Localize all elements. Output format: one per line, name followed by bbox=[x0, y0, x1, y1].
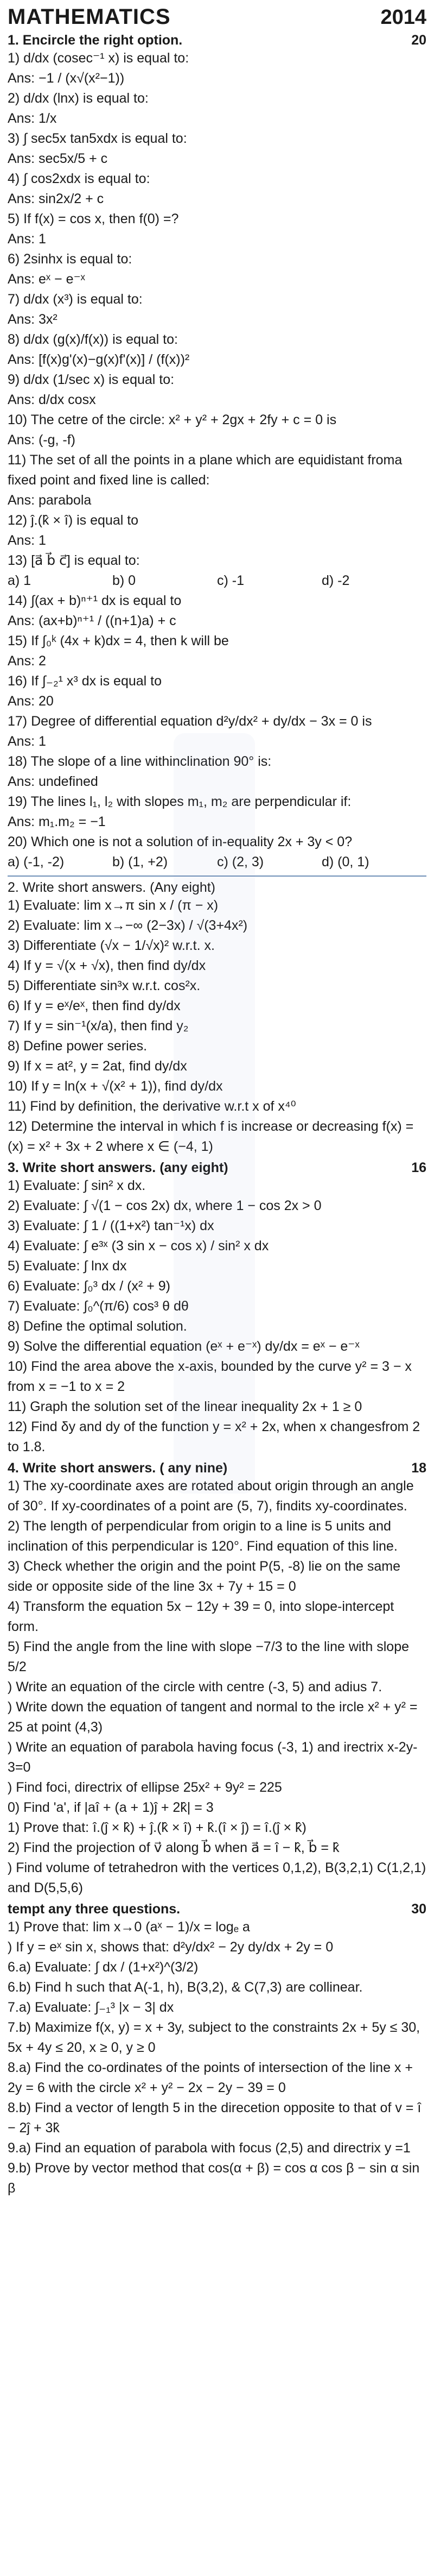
question: 20) Which one is not a solution of in-equality 2x + 3y < 0? bbox=[8, 834, 353, 849]
question: 5) Find the angle from the line with slope −7/3 to the line with slope 5/2 bbox=[8, 1639, 410, 1674]
question: 18) The slope of a line withinclination 90° is: bbox=[8, 754, 272, 769]
option: a) (-1, -2) bbox=[8, 854, 65, 870]
question: 9.a) Find an equation of parabola with focus (2,5) and directrix y =1 bbox=[8, 2140, 411, 2156]
question: 16) If ∫₋₂¹ x³ dx is equal to bbox=[8, 673, 162, 689]
question: 1) Prove that: lim x→0 (aˣ − 1)/x = logₑ a bbox=[8, 1919, 250, 1935]
answer: Ans: sec5x/5 + c bbox=[8, 151, 108, 166]
question: ) Find volume of tetrahedron with the vertices 0,1,2), B(3,2,1) C(1,2,1) and D(5,5,6) bbox=[8, 1860, 426, 1895]
subject-title: MATHEMATICS bbox=[8, 5, 171, 29]
question: 10) Find the area above the x-axis, bounded by the curve y² = 3 − x from x = −1 to x = 2 bbox=[8, 1359, 412, 1394]
question: 1) Evaluate: lim x→π sin x / (π − x) bbox=[8, 898, 219, 913]
section-marks: 18 bbox=[411, 1460, 426, 1476]
question: 6.a) Evaluate: ∫ dx / (1+x²)^(3/2) bbox=[8, 1960, 199, 1975]
exam-year: 2014 bbox=[380, 6, 426, 29]
question: 10) The cetre of the circle: x² + y² + 2gx + 2fy + c = 0 is bbox=[8, 412, 337, 427]
question: 8) d/dx (g(x)/f(x)) is equal to: bbox=[8, 332, 178, 347]
question: 2) Find the projection of v⃗ along b⃗ when a⃗ = î − k̂, b⃗ = k̂ bbox=[8, 1840, 340, 1855]
answer: Ans: 2 bbox=[8, 653, 46, 669]
option: c) -1 bbox=[217, 573, 244, 588]
question: 4) Transform the equation 5x − 12y + 39 = 0, into slope-intercept form. bbox=[8, 1599, 394, 1634]
question: 11) Find by definition, the derivative w.r.t x of x⁴⁰ bbox=[8, 1099, 296, 1114]
question: 0) Find 'a', if |aî + (a + 1)ĵ + 2k̂| = 3 bbox=[8, 1800, 214, 1815]
options-row bbox=[8, 571, 426, 591]
question: 6) If y = eˣ/eˣ, then find dy/dx bbox=[8, 998, 181, 1013]
question: 6) Evaluate: ∫₀³ dx / (x² + 9) bbox=[8, 1278, 170, 1294]
answer: Ans: d/dx cosx bbox=[8, 392, 96, 407]
answer: Ans: eˣ − e⁻ˣ bbox=[8, 272, 85, 287]
question: 5) Differentiate sin³x w.r.t. cos²x. bbox=[8, 978, 201, 993]
section-heading bbox=[8, 1160, 426, 1176]
question: 7.a) Evaluate: ∫₋₁³ |x − 3| dx bbox=[8, 2000, 174, 2015]
question: ) Write an equation of parabola having focus (-3, 1) and irectrix x-2y-3=0 bbox=[8, 1740, 418, 1775]
question: 3) Evaluate: ∫ 1 / ((1+x²) tan⁻¹x) dx bbox=[8, 1218, 214, 1233]
option: d) (0, 1) bbox=[322, 854, 369, 870]
long-questions-list bbox=[8, 1917, 426, 2199]
question: 7.b) Maximize f(x, y) = x + 3y, subject to the constraints 2x + 5y ≤ 30, 5x + 4y ≤ 20, x ≥ 0, y ≥ 0 bbox=[8, 2020, 420, 2055]
question: ) If y = eˣ sin x, shows that: d²y/dx² − 2y dy/dx + 2y = 0 bbox=[8, 1939, 334, 1955]
question: 5) If f(x) = cos x, then f(0) =? bbox=[8, 211, 179, 226]
question: 2) The length of perpendicular from origin to a line is 5 units and inclination of this perpendicular is 120°. Find equation of this line. bbox=[8, 1519, 398, 1554]
question: 3) ∫ sec5x tan5xdx is equal to: bbox=[8, 131, 187, 146]
answer: Ans: 1/x bbox=[8, 111, 57, 126]
question: 9.b) Prove by vector method that cos(α + β) = cos α cos β − sin α sin β bbox=[8, 2161, 420, 2196]
question: 11) Graph the solution set of the linear inequality 2x + 1 ≥ 0 bbox=[8, 1399, 362, 1414]
option: d) -2 bbox=[322, 573, 350, 588]
question: 8) Define the optimal solution. bbox=[8, 1319, 187, 1334]
question: 3) Differentiate (√x − 1/√x)² w.r.t. x. bbox=[8, 938, 215, 953]
option: c) (2, 3) bbox=[217, 854, 264, 870]
option: a) 1 bbox=[8, 573, 31, 588]
divider bbox=[8, 876, 426, 877]
question: 1) d/dx (cosec⁻¹ x) is equal to: bbox=[8, 51, 189, 66]
short-questions-list bbox=[8, 1476, 426, 1898]
answer: Ans: (ax+b)ⁿ⁺¹ / ((n+1)a) + c bbox=[8, 613, 176, 628]
short-questions-list bbox=[8, 1176, 426, 1457]
question: 11) The set of all the points in a plane which are equidistant froma fixed point and fixed line is called: bbox=[8, 452, 403, 488]
question: 4) Evaluate: ∫ e³ˣ (3 sin x − cos x) / sin² x dx bbox=[8, 1238, 269, 1254]
answer: Ans: m₁.m₂ = −1 bbox=[8, 814, 106, 829]
question: ) Write down the equation of tangent and normal to the ircle x² + y² = 25 at point (4,3) bbox=[8, 1699, 418, 1735]
question: ) Find foci, directrix of ellipse 25x² + 9y² = 225 bbox=[8, 1780, 282, 1795]
question: 2) Evaluate: ∫ √(1 − cos 2x) dx, where 1 − cos 2x > 0 bbox=[8, 1198, 322, 1213]
answer: Ans: −1 / (x√(x²−1)) bbox=[8, 71, 125, 86]
mcq-list bbox=[8, 48, 426, 872]
section-heading bbox=[8, 33, 426, 48]
section-title: tempt any three questions. bbox=[8, 1901, 181, 1917]
section-heading bbox=[8, 880, 426, 896]
question: 10) If y = ln(x + √(x² + 1)), find dy/dx bbox=[8, 1079, 223, 1094]
question: 6.b) Find h such that A(-1, h), B(3,2), & C(7,3) are collinear. bbox=[8, 1980, 363, 1995]
question: 9) Solve the differential equation (eˣ + e⁻ˣ) dy/dx = eˣ − e⁻ˣ bbox=[8, 1339, 360, 1354]
question: 6) 2sinhx is equal to: bbox=[8, 251, 132, 267]
section-marks: 16 bbox=[411, 1160, 426, 1175]
option: b) 0 bbox=[112, 573, 136, 588]
question: 15) If ∫₀ᵏ (4x + k)dx = 4, then k will be bbox=[8, 633, 229, 648]
answer: Ans: 1 bbox=[8, 533, 46, 548]
section-title: 3. Write short answers. (any eight) bbox=[8, 1160, 228, 1175]
question: 9) If x = at², y = 2at, find dy/dx bbox=[8, 1059, 187, 1074]
question: 2) Evaluate: lim x→−∞ (2−3x) / √(3+4x²) bbox=[8, 918, 248, 933]
section-title: 4. Write short answers. ( any nine) bbox=[8, 1460, 228, 1476]
answer: Ans: parabola bbox=[8, 493, 92, 508]
question: 7) If y = sin⁻¹(x/a), then find y₂ bbox=[8, 1018, 189, 1034]
question: 2) d/dx (lnx) is equal to: bbox=[8, 91, 149, 106]
question: 4) If y = √(x + √x), then find dy/dx bbox=[8, 958, 206, 973]
answer: Ans: 3x² bbox=[8, 312, 58, 327]
question: 12) Determine the interval in which f is increase or decreasing f(x) = (x) = x² + 3x + 2 where x ∈ (−4, 1) bbox=[8, 1119, 414, 1154]
option: b) (1, +2) bbox=[112, 854, 168, 870]
question: 1) Prove that: î.(ĵ × k̂) + ĵ.(k̂ × î) + k̂.(î × ĵ) = î.(ĵ × k̂) bbox=[8, 1820, 307, 1835]
question: 7) Evaluate: ∫₀^(π/6) cos³ θ dθ bbox=[8, 1299, 189, 1314]
section-heading bbox=[8, 1460, 426, 1476]
section-title: 2. Write short answers. (Any eight) bbox=[8, 880, 216, 895]
question: 8.b) Find a vector of length 5 in the direcetion opposite to that of v = î − 2ĵ + 3k̂ bbox=[8, 2100, 422, 2136]
section-marks: 20 bbox=[411, 33, 426, 48]
answer: Ans: undefined bbox=[8, 774, 98, 789]
answer: Ans: sin2x/2 + c bbox=[8, 191, 104, 206]
question: 1) Evaluate: ∫ sin² x dx. bbox=[8, 1178, 146, 1193]
section-marks: 30 bbox=[411, 1901, 426, 1917]
answer: Ans: [f(x)g'(x)−g(x)f'(x)] / (f(x))² bbox=[8, 352, 190, 367]
question: 7) d/dx (x³) is equal to: bbox=[8, 292, 143, 307]
page-header bbox=[8, 0, 426, 29]
section-heading bbox=[8, 1901, 426, 1917]
question: 13) [a⃗ b⃗ c⃗] is equal to: bbox=[8, 553, 140, 568]
question: 3) Check whether the origin and the point P(5, -8) lie on the same side or opposite side of the line 3x + 7y + 15 = 0 bbox=[8, 1559, 401, 1594]
question: 17) Degree of differential equation d²y/dx² + dy/dx − 3x = 0 is bbox=[8, 714, 372, 729]
section-title: 1. Encircle the right option. bbox=[8, 33, 183, 48]
question: 8) Define power series. bbox=[8, 1038, 148, 1054]
question: 19) The lines l₁, l₂ with slopes m₁, m₂ are perpendicular if: bbox=[8, 794, 352, 809]
short-questions-list bbox=[8, 896, 426, 1157]
answer: Ans: (-g, -f) bbox=[8, 432, 76, 448]
question: 5) Evaluate: ∫ lnx dx bbox=[8, 1258, 127, 1274]
question: 4) ∫ cos2xdx is equal to: bbox=[8, 171, 150, 186]
question: 12) Find δy and dy of the function y = x² + 2x, when x changesfrom 2 to 1.8. bbox=[8, 1419, 420, 1454]
answer: Ans: 1 bbox=[8, 231, 46, 247]
question: 9) d/dx (1/sec x) is equal to: bbox=[8, 372, 175, 387]
answer: Ans: 20 bbox=[8, 694, 54, 709]
question: 8.a) Find the co-ordinates of the points of intersection of the line x + 2y = 6 with the circle x² + y² − 2x − 2y − 39 = 0 bbox=[8, 2060, 413, 2095]
options-row bbox=[8, 852, 426, 872]
answer: Ans: 1 bbox=[8, 734, 46, 749]
question: 1) The xy-coordinate axes are rotated about origin through an angle of 30°. If xy-coordinates of a point are (5, 7), findits xy-coordinates. bbox=[8, 1478, 414, 1514]
question: 14) ∫(ax + b)ⁿ⁺¹ dx is equal to bbox=[8, 593, 182, 608]
question: 12) ĵ.(k̂ × î) is equal to bbox=[8, 513, 139, 528]
question: ) Write an equation of the circle with centre (-3, 5) and adius 7. bbox=[8, 1679, 382, 1695]
